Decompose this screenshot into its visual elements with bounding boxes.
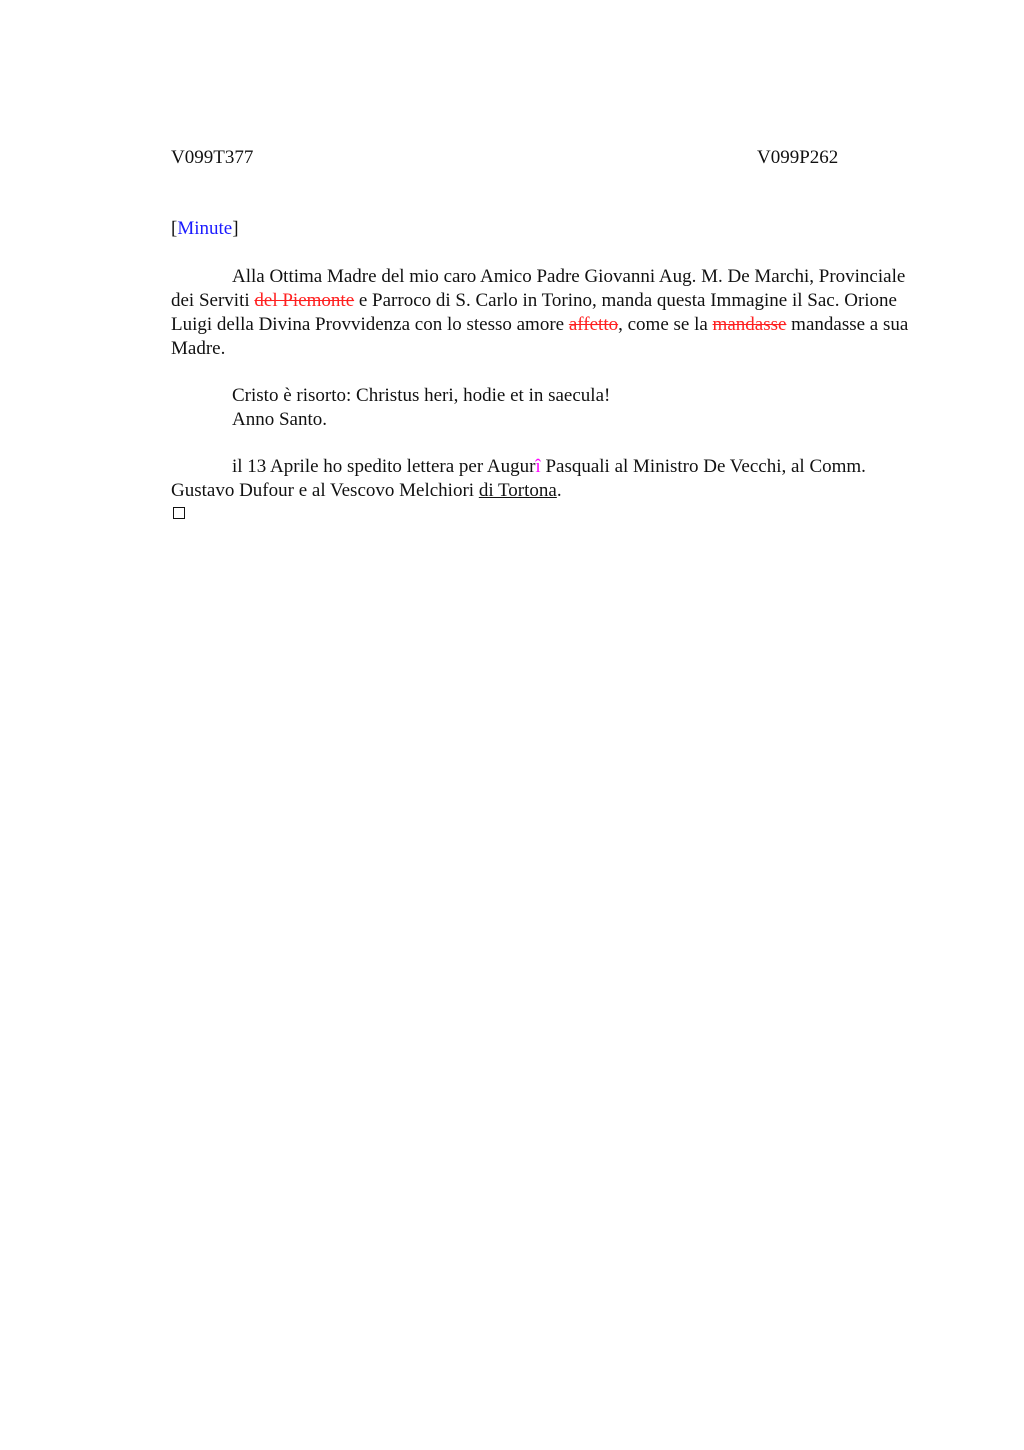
- holy-year-line: Anno Santo.: [232, 409, 327, 430]
- minute-tag: [171, 218, 239, 240]
- document-code-left: V099T377: [171, 147, 254, 168]
- deleted-text-mandasse: mandasse: [712, 314, 787, 335]
- letters-text-3: .: [556, 480, 562, 501]
- paragraph-easter: [232, 384, 992, 432]
- deleted-text-piemonte: del Piemonte: [254, 290, 355, 311]
- letters-text-2: Pasquali al Ministro De Vecchi, al Comm. Gustavo Dufour e al Vescovo Melchiori: [171, 456, 866, 501]
- easter-line: Cristo è risorto: Christus heri, hodie et in saecula!: [232, 385, 611, 406]
- dedication-text-2: e Parroco di S. Carlo in Torino, manda questa Immagine il Sac. Orione Luigi della Divina Provvidenza con lo stesso amore: [171, 290, 897, 335]
- dedication-text-3: , come se la: [618, 314, 713, 335]
- paragraph-dedication: [171, 265, 931, 361]
- underlined-text-tortona: di Tortona: [478, 480, 557, 501]
- deleted-text-affetto: affetto: [568, 314, 619, 335]
- tag-close-bracket: ]: [232, 218, 239, 239]
- tag-open-bracket: [: [171, 218, 178, 239]
- paragraph-letters: [171, 455, 931, 503]
- tag-label: Minute: [177, 218, 233, 239]
- inserted-mark: î: [535, 456, 541, 477]
- dedication-text-1: Alla Ottima Madre del mio caro Amico Padre Giovanni Aug. M. De Marchi, Provinciale dei Serviti: [171, 266, 906, 311]
- end-square-icon: [173, 507, 185, 519]
- dedication-text-4: mandasse a sua Madre.: [171, 314, 909, 359]
- letters-text-1: il 13 Aprile ho spedito lettera per Augur: [232, 456, 536, 477]
- document-code-right: V099P262: [757, 147, 839, 168]
